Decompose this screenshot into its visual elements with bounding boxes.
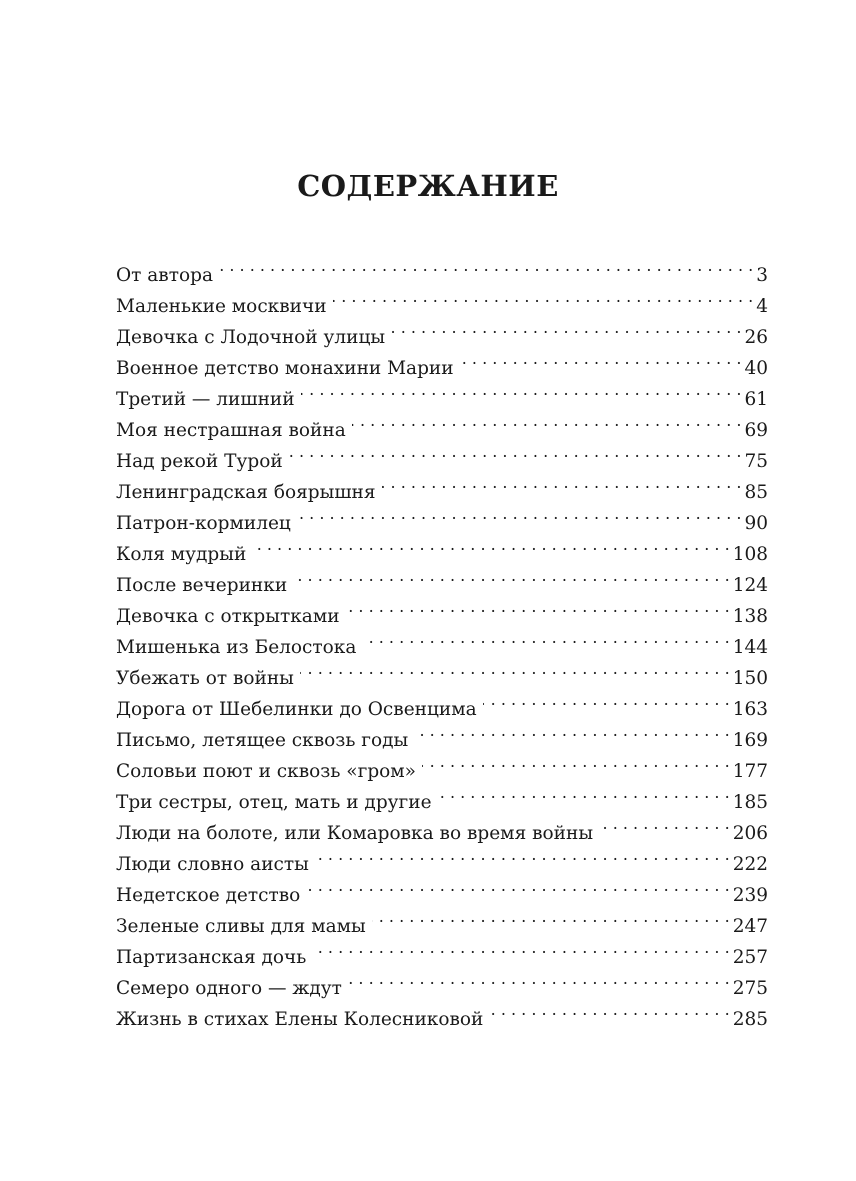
toc-entry-page-number: 222 — [732, 854, 768, 875]
dot-leader — [483, 684, 730, 715]
dot-leader — [460, 343, 742, 374]
dot-leader — [414, 715, 729, 746]
toc-entry-page-number: 138 — [732, 606, 768, 627]
dot-leader — [382, 467, 742, 498]
toc-entry-page-number: 40 — [744, 358, 768, 379]
dot-leader — [348, 963, 730, 994]
toc-entry-title: Люди словно аисты — [116, 854, 309, 875]
dot-leader — [438, 777, 730, 808]
toc-entry-page-number: 69 — [744, 420, 768, 441]
toc-entry-page-number: 163 — [732, 699, 768, 720]
toc-entry-page-number: 206 — [732, 823, 768, 844]
toc-entry-title: Патрон-кормилец — [116, 513, 291, 534]
dot-leader — [219, 250, 753, 281]
toc-entry-page-number: 144 — [732, 637, 768, 658]
toc-entry-title: Мишенька из Белостока — [116, 637, 357, 658]
toc-entry-page-number: 247 — [732, 916, 768, 937]
dot-leader — [297, 498, 742, 529]
toc-entry-title: Маленькие москвичи — [116, 296, 327, 317]
toc-entry-page-number: 61 — [744, 389, 768, 410]
toc-entry-title: Жизнь в стихах Елены Колесниковой — [116, 1009, 484, 1030]
toc-entry-page-number: 4 — [756, 296, 768, 317]
toc-entry-title: Партизанская дочь — [116, 947, 307, 968]
toc-entry-title: Девочка с Лодочной улицы — [116, 327, 386, 348]
toc-entry-title: Военное детство монахини Марии — [116, 358, 454, 379]
toc-entry-page-number: 169 — [732, 730, 768, 751]
dot-leader — [293, 560, 730, 591]
toc-entry-page-number: 285 — [732, 1009, 768, 1030]
dot-leader — [315, 839, 730, 870]
page-title: СОДЕРЖАНИЕ — [297, 169, 559, 203]
toc-entry-page-number: 275 — [732, 978, 768, 999]
toc-entry-page-number: 239 — [732, 885, 768, 906]
dot-leader — [391, 312, 741, 343]
dot-leader — [312, 932, 729, 963]
toc-entry-title: Соловьи поют и сквозь «гром» — [116, 761, 417, 782]
dot-leader — [352, 405, 742, 436]
toc-entry — [116, 250, 768, 286]
toc-entry-title: Зеленые сливы для мамы — [116, 916, 366, 937]
toc-entry-title: После вечеринки — [116, 575, 288, 596]
toc-entry-title: Коля мудрый — [116, 544, 247, 565]
dot-leader — [422, 746, 730, 777]
toc-entry-title: Девочка с открытками — [116, 606, 340, 627]
toc-entry-page-number: 3 — [756, 265, 768, 286]
dot-leader — [489, 994, 729, 1025]
toc-entry-page-number: 108 — [732, 544, 768, 565]
toc-entry-page-number: 124 — [732, 575, 768, 596]
toc-entry-title: Люди на болоте, или Комаровка во время войны — [116, 823, 594, 844]
toc-entry-page-number: 75 — [744, 451, 768, 472]
dot-leader — [599, 808, 730, 839]
toc-entry-page-number: 185 — [732, 792, 768, 813]
toc-entry-title: Дорога от Шебелинки до Освенцима — [116, 699, 477, 720]
toc-entry-title: Над рекой Турой — [116, 451, 283, 472]
toc-entry-page-number: 177 — [732, 761, 768, 782]
dot-leader — [301, 374, 742, 405]
toc-entry-page-number: 150 — [732, 668, 768, 689]
dot-leader — [289, 436, 742, 467]
toc-entry-title: Три сестры, отец, мать и другие — [116, 792, 432, 813]
dot-leader — [362, 622, 729, 653]
dot-leader — [372, 901, 730, 932]
dot-leader — [346, 591, 730, 622]
toc-entry-page-number: 85 — [744, 482, 768, 503]
dot-leader — [300, 653, 730, 684]
dot-leader — [252, 529, 729, 560]
dot-leader — [306, 870, 729, 901]
toc-entry-title: Письмо, летящее сквозь годы — [116, 730, 409, 751]
toc-entry-title: Ленинградская боярышня — [116, 482, 376, 503]
dot-leader — [333, 281, 754, 312]
toc-entry-title: Третий — лишний — [116, 389, 295, 410]
toc-entry-page-number: 26 — [744, 327, 768, 348]
toc-entry-page-number: 90 — [744, 513, 768, 534]
toc-entry-title: От автора — [116, 265, 213, 286]
toc-entry-title: Моя нестрашная война — [116, 420, 346, 441]
toc-entry-title: Убежать от войны — [116, 668, 294, 689]
toc-entry-title: Семеро одного — ждут — [116, 978, 342, 999]
table-of-contents — [116, 250, 768, 1030]
toc-entry-page-number: 257 — [732, 947, 768, 968]
toc-entry-title: Недетское детство — [116, 885, 301, 906]
